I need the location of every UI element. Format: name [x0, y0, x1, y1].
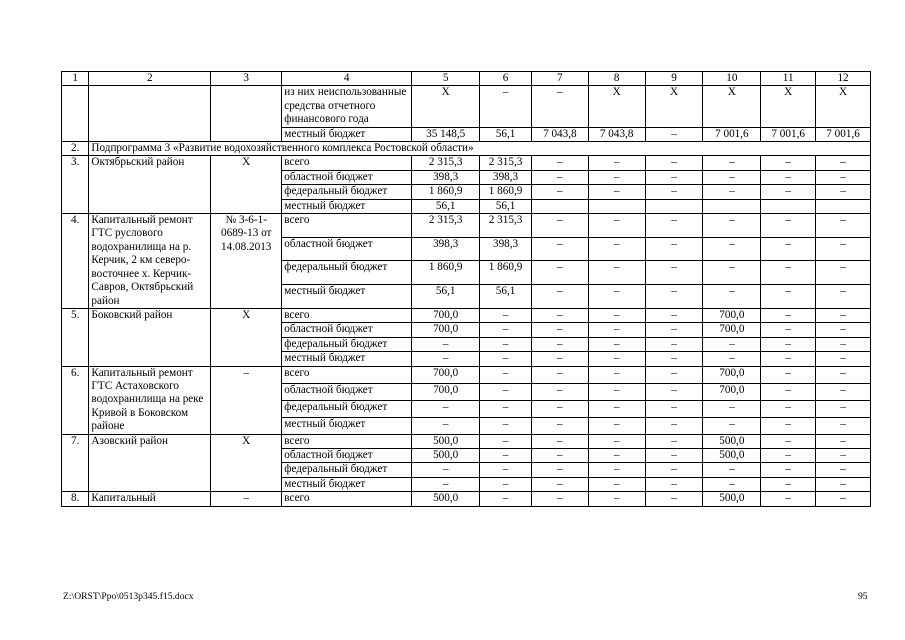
value-cell: – — [645, 337, 703, 351]
subprogram-row — [62, 142, 871, 156]
row-name-cell — [89, 86, 211, 142]
value-cell: 398,3 — [412, 170, 480, 184]
budget-source-label: местный бюджет — [282, 417, 412, 434]
column-header: 12 — [816, 72, 871, 86]
value-cell: – — [480, 417, 532, 434]
value-cell: – — [816, 463, 871, 477]
value-cell: 398,3 — [412, 237, 480, 261]
value-cell: – — [645, 170, 703, 184]
value-cell: – — [816, 323, 871, 337]
value-cell: – — [645, 434, 703, 448]
value-cell: – — [645, 477, 703, 491]
value-cell: – — [816, 352, 871, 366]
value-cell: – — [480, 337, 532, 351]
value-cell: – — [588, 156, 645, 170]
value-cell: 1 860,9 — [480, 261, 532, 285]
value-cell: – — [645, 492, 703, 506]
value-cell: – — [588, 492, 645, 506]
value-cell: – — [703, 352, 761, 366]
value-cell: – — [531, 492, 588, 506]
column-header: 8 — [588, 72, 645, 86]
value-cell: – — [531, 170, 588, 184]
value-cell — [761, 199, 816, 213]
value-cell: – — [588, 434, 645, 448]
value-cell: 700,0 — [412, 308, 480, 322]
value-cell: – — [761, 417, 816, 434]
value-cell: – — [761, 463, 816, 477]
value-cell: – — [480, 477, 532, 491]
value-cell: – — [761, 434, 816, 448]
value-cell: – — [531, 285, 588, 309]
value-cell: – — [645, 383, 703, 400]
value-cell: 398,3 — [480, 237, 532, 261]
value-cell: – — [588, 185, 645, 199]
value-cell: 700,0 — [412, 323, 480, 337]
column-header: 7 — [531, 72, 588, 86]
value-cell: – — [588, 323, 645, 337]
table-row — [62, 86, 871, 127]
value-cell: – — [531, 448, 588, 462]
budget-source-label: федеральный бюджет — [282, 400, 412, 417]
value-cell: – — [588, 463, 645, 477]
value-cell: – — [588, 285, 645, 309]
value-cell: – — [761, 237, 816, 261]
value-cell: – — [480, 383, 532, 400]
value-cell: 7 001,6 — [816, 127, 871, 141]
value-cell: – — [816, 477, 871, 491]
budget-source-label: всего — [282, 308, 412, 322]
footer-file-path: Z:\ORST\Ppo\0513p345.f15.docx — [63, 591, 194, 602]
budget-source-label: федеральный бюджет — [282, 185, 412, 199]
column-header: 5 — [412, 72, 480, 86]
value-cell: – — [703, 477, 761, 491]
value-cell: – — [412, 477, 480, 491]
value-cell: – — [588, 366, 645, 383]
value-cell: 500,0 — [703, 434, 761, 448]
header-row — [62, 72, 871, 86]
value-cell: 700,0 — [412, 366, 480, 383]
value-cell — [588, 199, 645, 213]
value-cell: X — [588, 86, 645, 127]
value-cell: 700,0 — [703, 366, 761, 383]
value-cell: 7 043,8 — [588, 127, 645, 141]
table-row — [62, 308, 871, 322]
value-cell: 7 001,6 — [703, 127, 761, 141]
value-cell: – — [480, 352, 532, 366]
value-cell: 700,0 — [703, 308, 761, 322]
value-cell: 56,1 — [412, 285, 480, 309]
value-cell: X — [645, 86, 703, 127]
budget-source-label: областной бюджет — [282, 448, 412, 462]
value-cell — [645, 199, 703, 213]
value-cell: – — [531, 185, 588, 199]
value-cell: – — [412, 400, 480, 417]
column-header: 11 — [761, 72, 816, 86]
row-doc-cell: – — [211, 366, 282, 434]
value-cell: 1 860,9 — [480, 185, 532, 199]
value-cell: – — [761, 477, 816, 491]
value-cell: – — [816, 337, 871, 351]
value-cell: – — [645, 417, 703, 434]
value-cell: 700,0 — [703, 383, 761, 400]
value-cell — [816, 199, 871, 213]
value-cell: – — [588, 308, 645, 322]
value-cell: – — [480, 463, 532, 477]
value-cell: 7 043,8 — [531, 127, 588, 141]
subprogram-title: Подпрограмма 3 «Развитие водохозяйственного комплекса Ростовской области» — [89, 142, 871, 156]
value-cell: – — [645, 237, 703, 261]
row-number-cell: 3. — [62, 156, 89, 214]
value-cell: 700,0 — [703, 323, 761, 337]
value-cell: – — [645, 156, 703, 170]
budget-source-label: всего — [282, 434, 412, 448]
value-cell — [703, 199, 761, 213]
row-name-cell: Капитальный — [89, 492, 211, 506]
row-name-cell: Азовский район — [89, 434, 211, 492]
value-cell: 56,1 — [480, 127, 532, 141]
value-cell: – — [531, 417, 588, 434]
value-cell: – — [531, 308, 588, 322]
value-cell: – — [761, 352, 816, 366]
value-cell: – — [480, 86, 532, 127]
value-cell: – — [816, 285, 871, 309]
row-doc-cell: – — [211, 492, 282, 506]
row-number-cell: 6. — [62, 366, 89, 434]
row-number-cell: 5. — [62, 308, 89, 366]
row-doc-cell: X — [211, 434, 282, 492]
value-cell: – — [645, 308, 703, 322]
value-cell: – — [645, 352, 703, 366]
budget-source-label: областной бюджет — [282, 237, 412, 261]
value-cell: 398,3 — [480, 170, 532, 184]
value-cell: – — [412, 352, 480, 366]
value-cell: – — [480, 448, 532, 462]
value-cell: – — [703, 185, 761, 199]
budget-source-label: всего — [282, 156, 412, 170]
budget-source-label: областной бюджет — [282, 383, 412, 400]
row-number-cell: 4. — [62, 214, 89, 309]
value-cell: – — [816, 185, 871, 199]
budget-source-label: федеральный бюджет — [282, 463, 412, 477]
budget-source-label: всего — [282, 492, 412, 506]
value-cell: – — [703, 337, 761, 351]
value-cell: – — [531, 337, 588, 351]
column-header: 9 — [645, 72, 703, 86]
column-header: 10 — [703, 72, 761, 86]
value-cell: – — [480, 400, 532, 417]
value-cell: – — [531, 156, 588, 170]
value-cell: 56,1 — [412, 199, 480, 213]
value-cell: – — [531, 383, 588, 400]
table-row — [62, 434, 871, 448]
value-cell: 7 001,6 — [761, 127, 816, 141]
value-cell: – — [761, 170, 816, 184]
value-cell: – — [480, 492, 532, 506]
row-name-cell: Октябрьский район — [89, 156, 211, 214]
value-cell: – — [531, 463, 588, 477]
value-cell: – — [816, 214, 871, 238]
value-cell: – — [816, 170, 871, 184]
row-doc-cell: X — [211, 308, 282, 366]
value-cell: – — [531, 214, 588, 238]
value-cell: – — [588, 477, 645, 491]
row-name-cell: Капитальный ремонт ГТС Астаховского водохранилища на реке Кривой в Боковском районе — [89, 366, 211, 434]
value-cell: 500,0 — [412, 492, 480, 506]
value-cell: X — [412, 86, 480, 127]
value-cell: X — [816, 86, 871, 127]
value-cell: 500,0 — [412, 448, 480, 462]
value-cell: – — [645, 463, 703, 477]
value-cell: – — [588, 237, 645, 261]
value-cell: – — [703, 463, 761, 477]
value-cell: – — [816, 434, 871, 448]
budget-source-label: федеральный бюджет — [282, 337, 412, 351]
value-cell: – — [645, 448, 703, 462]
column-header: 2 — [89, 72, 211, 86]
row-number-cell — [62, 86, 89, 142]
value-cell: – — [645, 127, 703, 141]
budget-source-label: федеральный бюджет — [282, 261, 412, 285]
value-cell: – — [761, 156, 816, 170]
value-cell: – — [703, 214, 761, 238]
value-cell: – — [816, 383, 871, 400]
row-number-cell: 8. — [62, 492, 89, 506]
value-cell: – — [761, 337, 816, 351]
value-cell: 1 860,9 — [412, 261, 480, 285]
value-cell: X — [761, 86, 816, 127]
value-cell: – — [480, 434, 532, 448]
value-cell: – — [645, 185, 703, 199]
budget-source-label: местный бюджет — [282, 285, 412, 309]
budget-source-label: областной бюджет — [282, 170, 412, 184]
value-cell: – — [531, 434, 588, 448]
value-cell: – — [816, 261, 871, 285]
value-cell: – — [703, 285, 761, 309]
value-cell: – — [703, 170, 761, 184]
value-cell: – — [816, 448, 871, 462]
budget-source-label: местный бюджет — [282, 352, 412, 366]
value-cell: – — [588, 261, 645, 285]
value-cell: – — [531, 86, 588, 127]
row-doc-cell: № 3-6-1-0689-13 от 14.08.2013 — [211, 214, 282, 309]
value-cell: – — [645, 400, 703, 417]
row-doc-cell: X — [211, 156, 282, 214]
value-cell: – — [531, 261, 588, 285]
value-cell: – — [588, 352, 645, 366]
value-cell: – — [412, 463, 480, 477]
value-cell: – — [816, 492, 871, 506]
value-cell: 1 860,9 — [412, 185, 480, 199]
value-cell: – — [761, 308, 816, 322]
value-cell: – — [816, 400, 871, 417]
budget-source-label: местный бюджет — [282, 199, 412, 213]
row-name-cell: Капитальный ремонт ГТС руслового водохранилища на р. Керчик, 2 км северо-восточнее х. Керчик-Савров, Октябрьский район — [89, 214, 211, 309]
column-header: 1 — [62, 72, 89, 86]
row-doc-cell — [211, 86, 282, 142]
value-cell: 2 315,3 — [412, 214, 480, 238]
value-cell: – — [645, 323, 703, 337]
value-cell: – — [703, 156, 761, 170]
value-cell: – — [531, 366, 588, 383]
budget-source-label: всего — [282, 366, 412, 383]
value-cell: – — [412, 417, 480, 434]
budget-source-label: всего — [282, 214, 412, 238]
table-row — [62, 492, 871, 506]
value-cell: – — [761, 448, 816, 462]
value-cell: – — [703, 400, 761, 417]
value-cell: 56,1 — [480, 199, 532, 213]
value-cell: – — [588, 170, 645, 184]
budget-source-label: местный бюджет — [282, 477, 412, 491]
row-name-cell: Боковский район — [89, 308, 211, 366]
value-cell: – — [761, 214, 816, 238]
value-cell: – — [588, 214, 645, 238]
value-cell: – — [645, 214, 703, 238]
value-cell: – — [816, 308, 871, 322]
value-cell: 500,0 — [703, 492, 761, 506]
value-cell: – — [588, 400, 645, 417]
value-cell: – — [531, 237, 588, 261]
value-cell: – — [761, 366, 816, 383]
column-header: 6 — [480, 72, 532, 86]
budget-source-label: из них неиспользованные средства отчетного финансового года — [282, 86, 412, 127]
value-cell: – — [588, 337, 645, 351]
value-cell: – — [531, 352, 588, 366]
value-cell: 2 315,3 — [412, 156, 480, 170]
value-cell: 700,0 — [412, 383, 480, 400]
table-row — [62, 214, 871, 238]
column-header: 3 — [211, 72, 282, 86]
value-cell: – — [412, 337, 480, 351]
value-cell: 500,0 — [703, 448, 761, 462]
row-number-cell: 7. — [62, 434, 89, 492]
value-cell — [531, 199, 588, 213]
value-cell: 35 148,5 — [412, 127, 480, 141]
value-cell: – — [761, 323, 816, 337]
row-number-cell: 2. — [62, 142, 89, 156]
value-cell: – — [761, 285, 816, 309]
value-cell: – — [761, 185, 816, 199]
value-cell: 56,1 — [480, 285, 532, 309]
value-cell: – — [816, 417, 871, 434]
value-cell: 2 315,3 — [480, 214, 532, 238]
budget-source-label: местный бюджет — [282, 127, 412, 141]
value-cell: – — [588, 417, 645, 434]
value-cell: – — [816, 366, 871, 383]
value-cell: – — [816, 156, 871, 170]
budget-table — [61, 71, 871, 507]
value-cell: X — [703, 86, 761, 127]
value-cell: – — [703, 261, 761, 285]
budget-source-label: областной бюджет — [282, 323, 412, 337]
value-cell: – — [703, 417, 761, 434]
value-cell: 500,0 — [412, 434, 480, 448]
table-row — [62, 156, 871, 170]
value-cell: – — [588, 383, 645, 400]
value-cell: – — [480, 308, 532, 322]
value-cell: – — [588, 448, 645, 462]
value-cell: – — [531, 400, 588, 417]
column-header: 4 — [282, 72, 412, 86]
value-cell: – — [761, 400, 816, 417]
value-cell: 2 315,3 — [480, 156, 532, 170]
value-cell: – — [816, 237, 871, 261]
value-cell: – — [531, 323, 588, 337]
value-cell: – — [645, 366, 703, 383]
value-cell: – — [480, 323, 532, 337]
value-cell: – — [531, 477, 588, 491]
footer-page-number: 95 — [858, 591, 868, 602]
value-cell: – — [761, 383, 816, 400]
value-cell: – — [645, 285, 703, 309]
value-cell: – — [703, 237, 761, 261]
value-cell: – — [761, 261, 816, 285]
value-cell: – — [480, 366, 532, 383]
value-cell: – — [645, 261, 703, 285]
table-row — [62, 366, 871, 383]
value-cell: – — [761, 492, 816, 506]
